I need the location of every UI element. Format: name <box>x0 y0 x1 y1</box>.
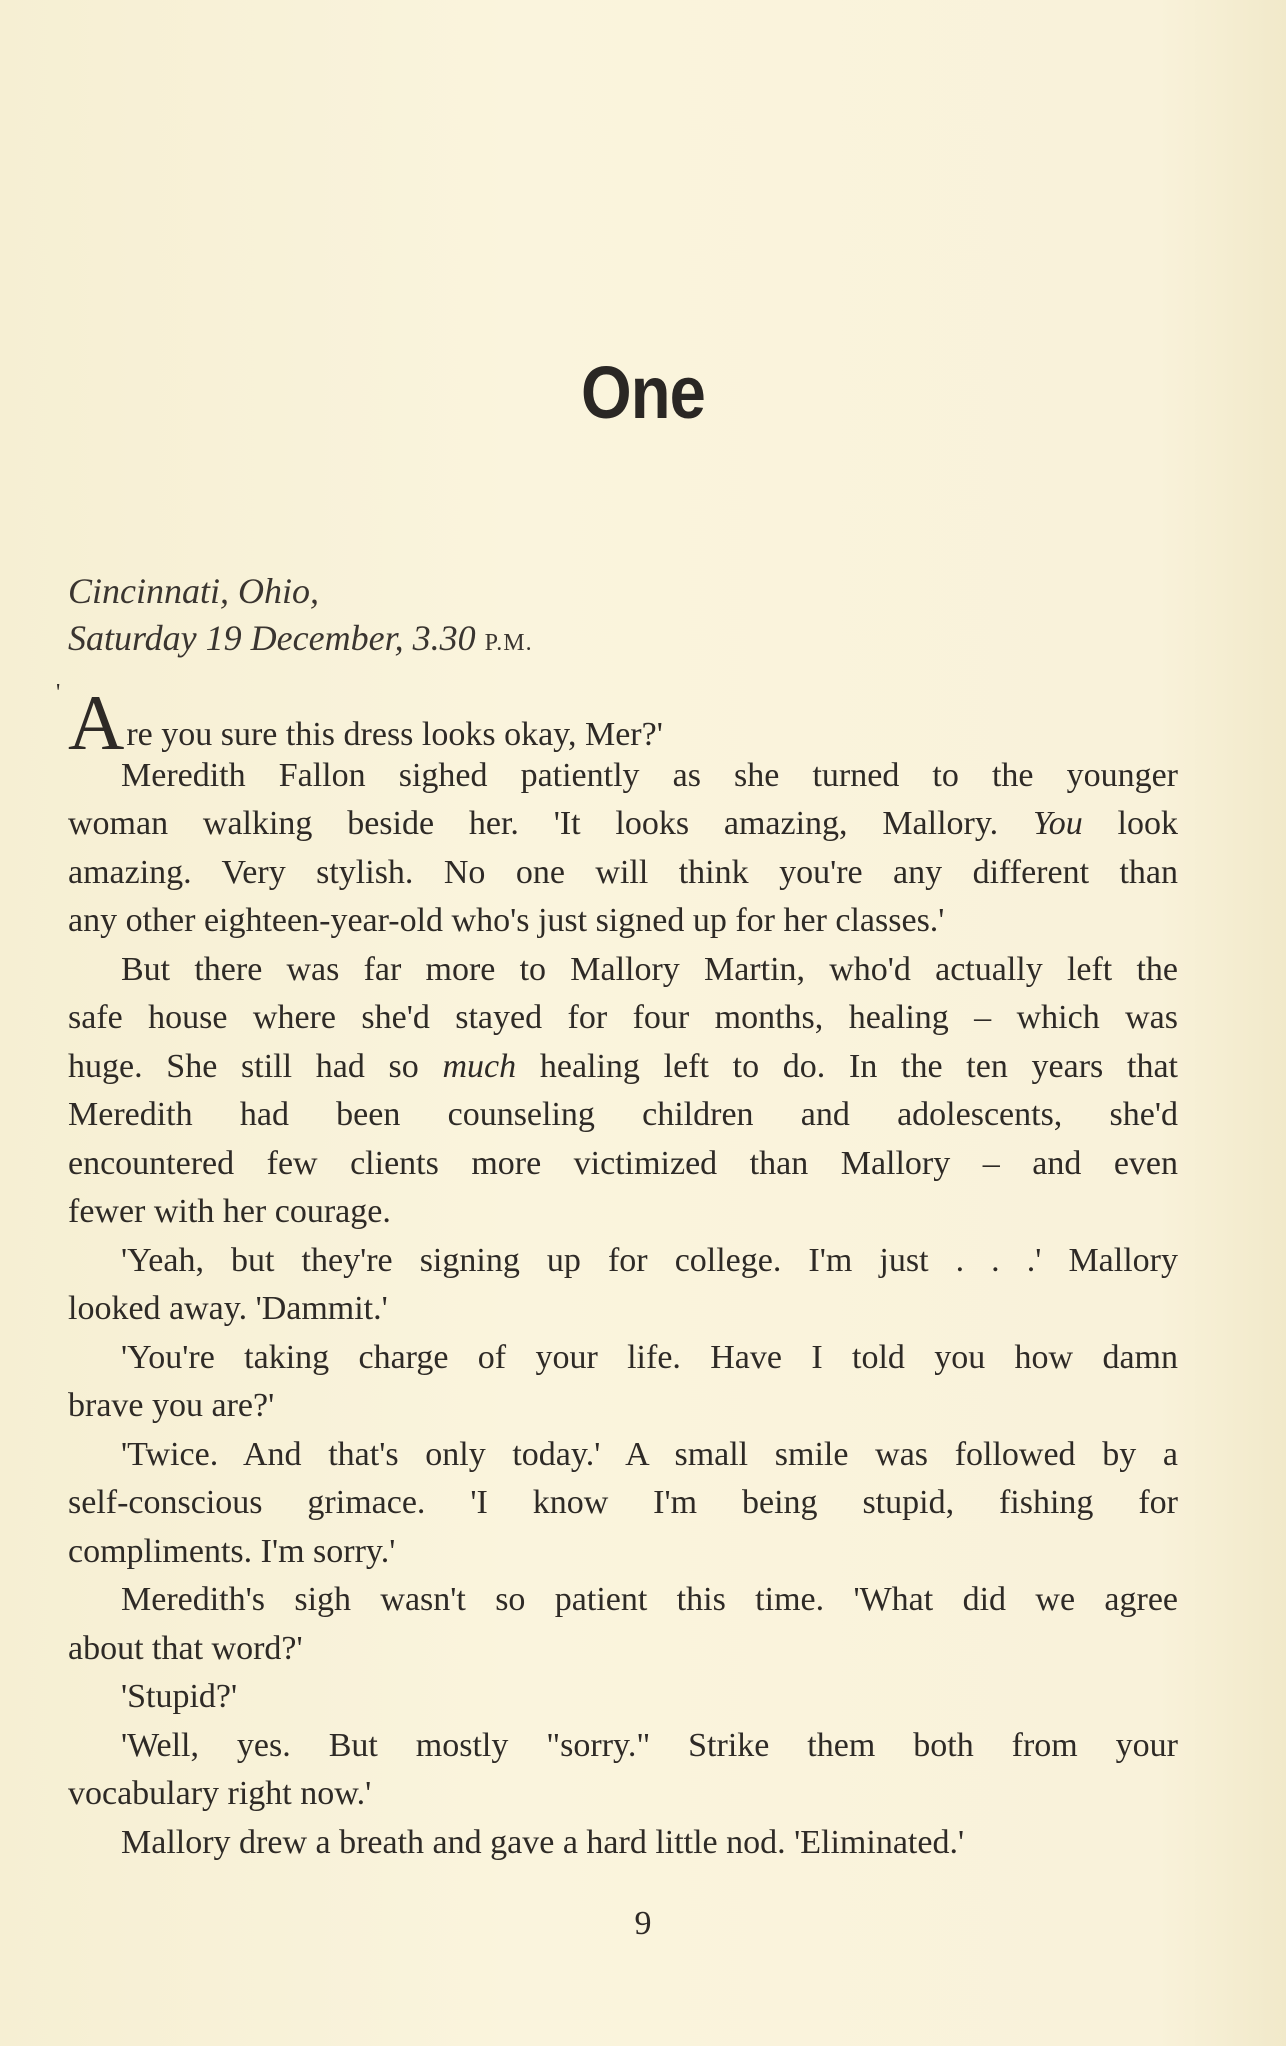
text-line-content: re you sure this dress looks okay, Mer?' <box>126 716 663 753</box>
text-line: compliments. I'm sorry.' <box>68 1532 396 1570</box>
drop-cap: A <box>68 679 125 766</box>
opening-quote-mark: ' <box>56 680 61 706</box>
emphasis-much: much <box>442 1047 517 1085</box>
text-line: fewer with her courage. <box>68 1193 391 1230</box>
dateline-date <box>68 617 533 659</box>
text-line: Mallory drew a breath and gave a hard little nod. 'Eliminated.' <box>121 1823 965 1861</box>
text-line: 'Stupid?' <box>121 1678 238 1715</box>
text-line: encountered few clients more victimized than Mallory – and even <box>68 1144 1178 1182</box>
emphasis-you: You <box>1032 805 1083 842</box>
chapter-title: One <box>580 351 705 434</box>
text-line: But there was far more to Mallory Martin, who'd actually left the <box>121 950 1178 988</box>
text-line <box>68 679 1178 766</box>
page-number: 9 <box>634 1905 652 1942</box>
text-line-content: look <box>1117 805 1178 842</box>
text-line: Meredith's sigh wasn't so patient this time. 'What did we agree <box>121 1581 1178 1618</box>
text-line: brave you are?' <box>68 1387 275 1424</box>
text-line: safe house where she'd stayed for four months, healing – which was <box>68 999 1178 1036</box>
text-line: 'Well, yes. But mostly "sorry." Strike them both from your <box>121 1726 1178 1764</box>
text-line: self-conscious grimace. 'I know I'm being stupid, fishing for <box>68 1484 1178 1521</box>
text-line: vocabulary right now.' <box>68 1775 372 1812</box>
text-line: 'Twice. And that's only today.' A small smile was followed by a <box>121 1435 1178 1473</box>
text-line <box>68 1043 1178 1092</box>
text-line-content: huge. She still had so <box>68 1047 443 1085</box>
text-line: 'Yeah, but they're signing up for college. I'm just . . .' Mallory <box>121 1241 1178 1279</box>
dateline-time-suffix: P.M. <box>484 630 533 656</box>
text-line: Meredith Fallon sighed patiently as she turned to the younger <box>121 756 1178 794</box>
text-line: about that word?' <box>68 1629 303 1667</box>
text-line <box>68 800 1178 849</box>
text-line-content: healing left to do. In the ten years that <box>516 1047 1178 1085</box>
text-line: looked away. 'Dammit.' <box>68 1290 388 1327</box>
text-line: any other eighteen-year-old who's just signed up for her classes.' <box>68 902 945 939</box>
text-line-content: woman walking beside her. 'It looks amazing, Mallory. <box>68 805 1033 842</box>
dateline-date-text: Saturday 19 December, 3.30 <box>68 618 485 658</box>
text-line: Meredith had been counseling children and adolescents, she'd <box>68 1096 1178 1133</box>
text-line: amazing. Very stylish. No one will think you're any different than <box>68 853 1178 891</box>
body-text <box>68 679 1178 1867</box>
text-line: 'You're taking charge of your life. Have I told you how damn <box>121 1338 1178 1376</box>
dateline-place: Cincinnati, Ohio, <box>68 571 319 611</box>
